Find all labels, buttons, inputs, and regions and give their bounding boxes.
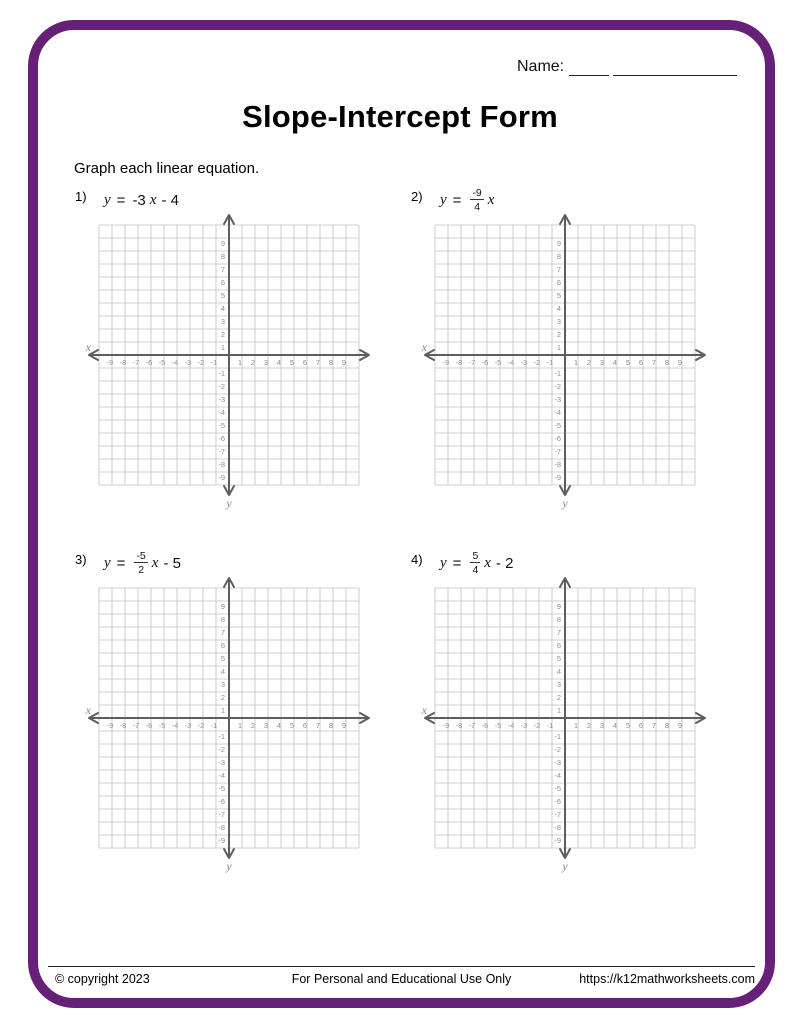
equation-lhs: y — [440, 554, 447, 571]
page-title: Slope-Intercept Form — [242, 99, 558, 134]
svg-text:8: 8 — [328, 721, 334, 730]
name-label: Name: — [517, 58, 565, 75]
svg-text:-6: -6 — [145, 721, 153, 730]
svg-text:-5: -5 — [494, 358, 502, 367]
svg-text:4: 4 — [556, 667, 561, 676]
axes — [425, 215, 705, 495]
equation-variable: x — [151, 554, 159, 571]
svg-text:6: 6 — [302, 358, 308, 367]
svg-text:4: 4 — [220, 667, 225, 676]
svg-text:-1: -1 — [554, 369, 561, 378]
problem-number: 3) — [75, 552, 87, 567]
svg-text:y: y — [226, 496, 232, 510]
svg-text:9: 9 — [677, 721, 683, 730]
svg-text:2: 2 — [250, 358, 256, 367]
svg-text:-1: -1 — [546, 358, 554, 367]
svg-text:-8: -8 — [554, 460, 561, 469]
svg-text:9: 9 — [556, 239, 561, 248]
svg-text:7: 7 — [651, 721, 657, 730]
svg-text:-4: -4 — [554, 408, 561, 417]
coordinate-grid — [85, 212, 373, 510]
problem-3 — [72, 549, 392, 884]
svg-text:-8: -8 — [218, 823, 225, 832]
svg-text:-6: -6 — [218, 797, 225, 806]
svg-text:-3: -3 — [184, 721, 192, 730]
equation-constant: - 2 — [495, 554, 514, 572]
svg-text:7: 7 — [556, 265, 561, 274]
svg-text:7: 7 — [220, 628, 225, 637]
svg-text:4: 4 — [612, 358, 618, 367]
svg-text:3: 3 — [599, 358, 605, 367]
svg-text:8: 8 — [664, 721, 670, 730]
equals-sign: = — [116, 554, 126, 572]
svg-text:-1: -1 — [210, 358, 218, 367]
svg-text:9: 9 — [556, 602, 561, 611]
svg-text:2: 2 — [556, 330, 561, 339]
svg-text:3: 3 — [556, 317, 561, 326]
svg-text:4: 4 — [612, 721, 618, 730]
svg-text:-5: -5 — [554, 421, 561, 430]
problem-equation — [104, 186, 179, 214]
svg-text:2: 2 — [586, 358, 592, 367]
fraction-coefficient — [470, 187, 483, 213]
svg-text:-3: -3 — [520, 358, 528, 367]
svg-text:2: 2 — [220, 693, 225, 702]
svg-text:5: 5 — [625, 721, 631, 730]
svg-text:-2: -2 — [533, 358, 541, 367]
svg-text:-9: -9 — [442, 358, 450, 367]
svg-text:-8: -8 — [554, 823, 561, 832]
svg-text:3: 3 — [220, 317, 225, 326]
svg-text:-5: -5 — [158, 721, 166, 730]
svg-text:y: y — [562, 859, 568, 873]
svg-text:-3: -3 — [554, 758, 561, 767]
problem-number: 4) — [411, 552, 423, 567]
equation-variable: x — [149, 191, 157, 208]
svg-text:3: 3 — [263, 358, 269, 367]
problem-number: 1) — [75, 189, 87, 204]
fraction-coefficient — [134, 550, 147, 576]
svg-text:6: 6 — [638, 721, 644, 730]
svg-text:4: 4 — [276, 721, 282, 730]
svg-text:8: 8 — [328, 358, 334, 367]
svg-text:-7: -7 — [218, 447, 225, 456]
svg-text:9: 9 — [220, 602, 225, 611]
svg-text:-3: -3 — [520, 721, 528, 730]
coordinate-grid — [421, 575, 709, 873]
problem-1 — [72, 186, 392, 521]
fraction-denominator: 2 — [138, 564, 145, 576]
name-blank-line — [613, 58, 737, 76]
svg-text:-7: -7 — [554, 810, 561, 819]
svg-text:5: 5 — [220, 291, 225, 300]
svg-text:-9: -9 — [106, 721, 114, 730]
svg-text:6: 6 — [220, 278, 225, 287]
svg-text:x: x — [421, 340, 427, 354]
tick-labels — [107, 602, 346, 845]
svg-text:-3: -3 — [184, 358, 192, 367]
equals-sign: = — [116, 191, 126, 209]
name-blank-line — [569, 58, 609, 76]
equals-sign: = — [452, 554, 462, 572]
svg-text:-7: -7 — [132, 721, 140, 730]
equation-variable: x — [484, 554, 491, 571]
axes — [425, 578, 705, 858]
problem-equation — [440, 549, 513, 577]
coefficient: -3 — [132, 191, 146, 209]
svg-text:-6: -6 — [554, 434, 561, 443]
problem-4 — [408, 549, 728, 884]
svg-text:6: 6 — [638, 358, 644, 367]
svg-text:-4: -4 — [507, 358, 515, 367]
svg-text:-9: -9 — [554, 836, 561, 845]
svg-text:-5: -5 — [218, 784, 225, 793]
footer-usage-text: For Personal and Educational Use Only — [291, 972, 512, 986]
svg-text:-6: -6 — [145, 358, 153, 367]
svg-text:-8: -8 — [218, 460, 225, 469]
svg-text:8: 8 — [556, 615, 561, 624]
svg-text:y: y — [562, 496, 568, 510]
svg-text:-2: -2 — [197, 721, 205, 730]
svg-text:-4: -4 — [218, 771, 225, 780]
svg-text:-1: -1 — [554, 732, 561, 741]
svg-text:-9: -9 — [442, 721, 450, 730]
svg-text:-2: -2 — [554, 745, 561, 754]
svg-text:1: 1 — [573, 721, 579, 730]
svg-text:4: 4 — [276, 358, 282, 367]
svg-text:1: 1 — [220, 706, 225, 715]
svg-text:-7: -7 — [132, 358, 140, 367]
svg-text:-5: -5 — [218, 421, 225, 430]
svg-text:7: 7 — [651, 358, 657, 367]
svg-text:6: 6 — [556, 278, 561, 287]
svg-text:-1: -1 — [546, 721, 554, 730]
svg-text:y: y — [226, 859, 232, 873]
svg-text:8: 8 — [220, 252, 225, 261]
footer-website: https://k12mathworksheets.com — [579, 972, 755, 986]
equation-constant: - 4 — [161, 191, 179, 209]
svg-text:1: 1 — [237, 358, 243, 367]
svg-text:-6: -6 — [554, 797, 561, 806]
svg-text:-5: -5 — [554, 784, 561, 793]
svg-text:1: 1 — [573, 358, 579, 367]
svg-text:3: 3 — [220, 680, 225, 689]
svg-text:-2: -2 — [218, 745, 225, 754]
svg-text:-3: -3 — [218, 395, 225, 404]
fraction-numerator: 5 — [472, 549, 479, 562]
problem-equation — [440, 186, 497, 214]
svg-text:-9: -9 — [106, 358, 114, 367]
problem-2 — [408, 186, 728, 521]
svg-text:7: 7 — [315, 721, 321, 730]
svg-text:9: 9 — [341, 721, 347, 730]
svg-text:-1: -1 — [218, 732, 225, 741]
svg-text:x: x — [85, 340, 91, 354]
equation-constant: - 5 — [163, 554, 181, 572]
svg-text:8: 8 — [556, 252, 561, 261]
equation-lhs: y — [104, 191, 111, 208]
svg-text:-2: -2 — [554, 382, 561, 391]
svg-text:6: 6 — [302, 721, 308, 730]
footer — [48, 972, 755, 986]
svg-text:9: 9 — [220, 239, 225, 248]
svg-text:-8: -8 — [119, 358, 127, 367]
svg-text:6: 6 — [556, 641, 561, 650]
fraction-numerator: -9 — [472, 186, 482, 199]
svg-text:5: 5 — [289, 358, 295, 367]
svg-text:-7: -7 — [468, 358, 476, 367]
svg-text:-2: -2 — [197, 358, 205, 367]
tick-labels — [443, 239, 682, 482]
svg-text:3: 3 — [599, 721, 605, 730]
svg-text:-3: -3 — [218, 758, 225, 767]
svg-text:-2: -2 — [533, 721, 541, 730]
svg-text:-6: -6 — [218, 434, 225, 443]
svg-text:-9: -9 — [218, 473, 225, 482]
svg-text:-9: -9 — [218, 836, 225, 845]
svg-text:2: 2 — [556, 693, 561, 702]
fraction-coefficient — [470, 550, 480, 576]
svg-text:-4: -4 — [171, 358, 179, 367]
svg-text:-6: -6 — [481, 358, 489, 367]
svg-text:4: 4 — [220, 304, 225, 313]
svg-text:3: 3 — [263, 721, 269, 730]
svg-text:x: x — [421, 703, 427, 717]
svg-text:-4: -4 — [507, 721, 515, 730]
svg-text:-8: -8 — [455, 721, 463, 730]
axes — [89, 578, 369, 858]
svg-text:5: 5 — [556, 291, 561, 300]
svg-text:-9: -9 — [554, 473, 561, 482]
svg-text:-8: -8 — [455, 358, 463, 367]
footer-divider — [48, 966, 755, 967]
svg-text:-4: -4 — [554, 771, 561, 780]
svg-text:-1: -1 — [218, 369, 225, 378]
coordinate-grid — [421, 212, 709, 510]
svg-text:-7: -7 — [554, 447, 561, 456]
svg-text:1: 1 — [237, 721, 243, 730]
svg-text:1: 1 — [556, 343, 561, 352]
fraction-denominator: 4 — [474, 201, 481, 213]
equation-variable: x — [487, 191, 495, 208]
svg-text:8: 8 — [220, 615, 225, 624]
svg-text:x: x — [85, 703, 91, 717]
svg-text:-1: -1 — [210, 721, 218, 730]
svg-text:9: 9 — [677, 358, 683, 367]
svg-text:5: 5 — [556, 654, 561, 663]
svg-text:-3: -3 — [554, 395, 561, 404]
svg-text:-4: -4 — [218, 408, 225, 417]
coordinate-grid — [85, 575, 373, 873]
equation-lhs: y — [440, 191, 447, 208]
svg-text:-5: -5 — [158, 358, 166, 367]
svg-text:7: 7 — [315, 358, 321, 367]
axes — [89, 215, 369, 495]
svg-text:5: 5 — [220, 654, 225, 663]
svg-text:5: 5 — [625, 358, 631, 367]
svg-text:6: 6 — [220, 641, 225, 650]
svg-text:1: 1 — [220, 343, 225, 352]
svg-text:5: 5 — [289, 721, 295, 730]
fraction-denominator: 4 — [472, 564, 479, 576]
problem-number: 2) — [411, 189, 423, 204]
svg-text:2: 2 — [220, 330, 225, 339]
fraction-numerator: -5 — [136, 549, 146, 562]
svg-text:7: 7 — [220, 265, 225, 274]
svg-text:2: 2 — [250, 721, 256, 730]
svg-text:3: 3 — [556, 680, 561, 689]
name-row — [517, 58, 737, 76]
equation-lhs: y — [104, 554, 111, 571]
instructions-text: Graph each linear equation. — [74, 160, 260, 177]
svg-text:-7: -7 — [468, 721, 476, 730]
svg-text:8: 8 — [664, 358, 670, 367]
footer-copyright: © copyright 2023 — [55, 972, 150, 986]
svg-text:-2: -2 — [218, 382, 225, 391]
svg-text:-4: -4 — [171, 721, 179, 730]
svg-text:9: 9 — [341, 358, 347, 367]
svg-text:4: 4 — [556, 304, 561, 313]
svg-text:-5: -5 — [494, 721, 502, 730]
problem-equation — [104, 549, 181, 577]
svg-text:-7: -7 — [218, 810, 225, 819]
tick-labels — [107, 239, 346, 482]
svg-text:7: 7 — [556, 628, 561, 637]
svg-text:1: 1 — [556, 706, 561, 715]
svg-text:-8: -8 — [119, 721, 127, 730]
svg-text:2: 2 — [586, 721, 592, 730]
equals-sign: = — [452, 191, 462, 209]
tick-labels — [443, 602, 682, 845]
svg-text:-6: -6 — [481, 721, 489, 730]
